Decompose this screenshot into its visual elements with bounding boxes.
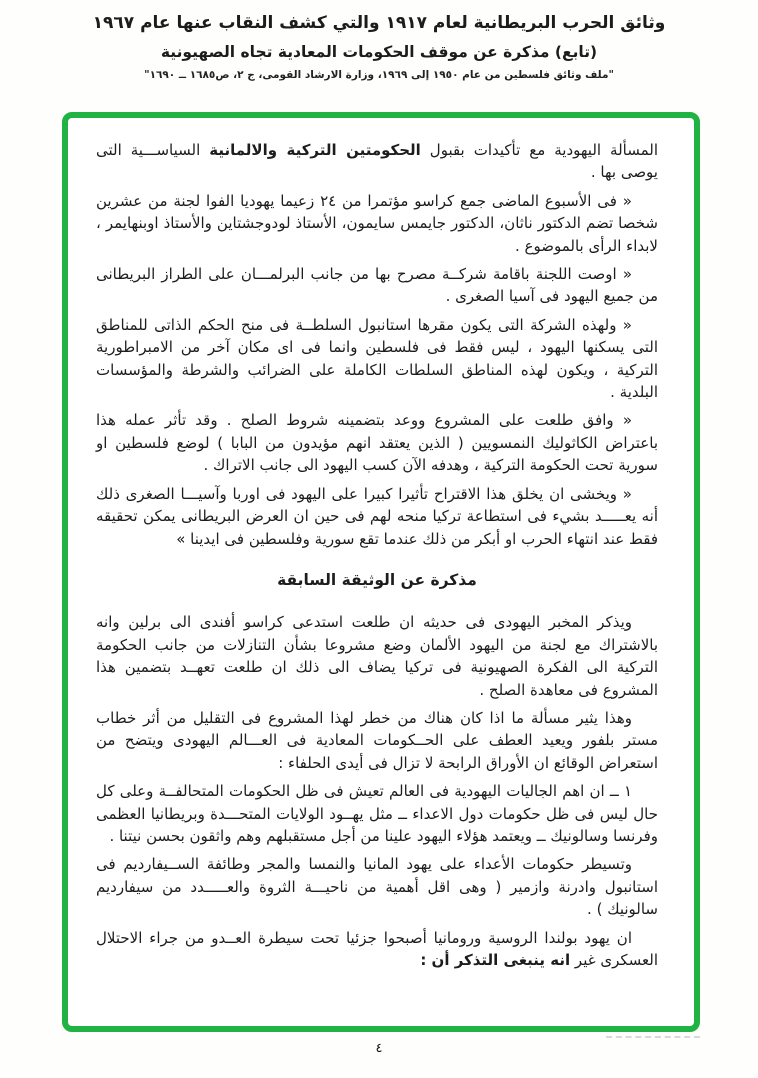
page-number: ٤	[375, 1041, 383, 1056]
paragraph	[96, 483, 658, 550]
section-heading: مذكرة عن الوثيقة السابقة	[277, 570, 477, 589]
text-segment: « اوصت اللجنة باقامة شركــة مصرح بها من جانب البرلمـــان على الطراز البريطانى من جميع اليهود فى آسيا الصغرى .	[96, 265, 658, 306]
text-segment: وهذا يثير مسألة ما اذا كان هناك من خطر لهذا المشروع فى التقليل من أثر خطاب مستر بلفور ويعيد العطف على الحــكومات المعادية فى العـــالم اليهودى ويتضح من استعراض الوقائع ان الأوراق الرابحة لا تزال فى أيدى الحلفاء :	[96, 708, 658, 772]
text-segment: « وافق طلعت على المشروع ووعد بتضمينه شروط الصلح . وقد تأثر عمله هذا باعتراض الكاثوليك النمسويين ( الذين يعتقد انهم مؤيدون من البابا ) لوضع فلسطين او سورية تحت الحكومة التركية ، وهدفه الآن كسب اليهود الى جانب الاتراك .	[96, 411, 658, 475]
text-segment: ويذكر المخبر اليهودى فى حديثه ان طلعت استدعى كراسو أفندى الى برلين وانه بالاشتراك مع لجنة من اليهود الألمان وضع مشروعا بشأن التنازلات من جانب الحكومة التركية الى الفكرة الصهيونية فى تركيا يضاف الى ذلك ان طلعت تعهــد بتضمين هذا المشروع فى معاهدة الصلح .	[96, 613, 658, 699]
text-segment: وتسيطر حكومات الأعداء على يهود المانيا والنمسا والمجر وطائفة الســيفارديم فى استانبول وادرنة وازمير ( وهى اقل أهمية من ناحيـــة الثروة والعـــــدد من سيفارديم سالونيك ) .	[96, 855, 658, 919]
text-segment: المسألة اليهودية مع تأكيدات بقبول	[420, 141, 659, 159]
paragraph	[96, 780, 658, 847]
paragraph	[96, 263, 658, 308]
text-segment: « فى الأسبوع الماضى جمع كراسو مؤتمرا من ٢٤ زعيما يهوديا الفوا لجنة من عشرين شخصا تضم الدكتور ناثان، الدكتور جايمس سايمون، الأستاذ لودوجشتاين والأستاذ اوبنهايمر ، لابداء الرأى بالموضوع .	[96, 191, 658, 255]
scan-artifact	[606, 1036, 700, 1038]
paragraph	[96, 139, 658, 184]
paragraph	[96, 927, 658, 972]
text-segment: ان يهود بولندا الروسية ورومانيا أصبحوا جزئيا تحت سيطرة العــدو من جراء الاحتلال العسكرى غير	[96, 928, 658, 969]
text-segment: « ويخشى ان يخلق هذا الاقتراح تأثيرا كبيرا على اليهود فى اوربا وآسيـــا الصغرى ذلك أنه يعـــــد بشيء فى استطاعة تركيا منحه لهم فى حين ان العرض البريطانى يمكن تحقيقه فقط عند انتهاء الحرب او أبكر من ذلك عندما تقع سورية وفلسطين فى ايدينا »	[96, 484, 658, 548]
paragraph	[96, 314, 658, 404]
page-header	[0, 12, 758, 81]
text-segment: انه ينبغى التذكر أن :	[420, 951, 571, 969]
paragraph	[96, 409, 658, 476]
document-title: وثائق الحرب البريطانية لعام ١٩١٧ والتي كشف النقاب عنها عام ١٩٦٧	[92, 13, 666, 33]
paragraph	[96, 853, 658, 920]
paragraph	[96, 707, 658, 774]
text-segment: « ولهذه الشركة التى يكون مقرها استانبول السلطــة فى منح الحكم الذاتى للمناطق التى يسكنها اليهود ، ليس فقط فى فلسطين وانما فى اى مكان آخر من الامبراطورية التركية ، ويكون لهذه المناطق السلطات الكاملة على الضرائب والشرطة والمؤسسات البلدية .	[96, 315, 658, 402]
source-citation: "ملف وثائق فلسطين من عام ١٩٥٠ إلى ١٩٦٩، وزارة الارشاد القومى، ج ٢، ص١٦٨٥ ــ ١٦٩٠"	[144, 69, 614, 82]
text-segment: السياســـية التى يوصى بها .	[96, 141, 658, 182]
document-subtitle: (تابع) مذكرة عن موقف الحكومات المعادية تجاه الصهيونية	[160, 43, 598, 62]
document-body	[96, 139, 658, 971]
paragraph	[96, 190, 658, 257]
text-segment: الحكومتين التركية والالمانية	[209, 141, 421, 159]
paragraph	[96, 611, 658, 701]
text-segment: ١ ــ ان اهم الجاليات اليهودية فى العالم تعيش فى ظل الحكومات المتحالفــة وعلى كل حال ليس فى ظل حكومات دول الاعداء ــ مثل يهــود الولايات المتحـــدة وبريطانيا العظمى وفرنسا وسالونيك ــ ويعتمد هؤلاء اليهود علينا من أجل مستقبلهم وهم واثقون بحسن نيتنا .	[96, 782, 658, 845]
green-frame-border	[62, 112, 700, 1032]
